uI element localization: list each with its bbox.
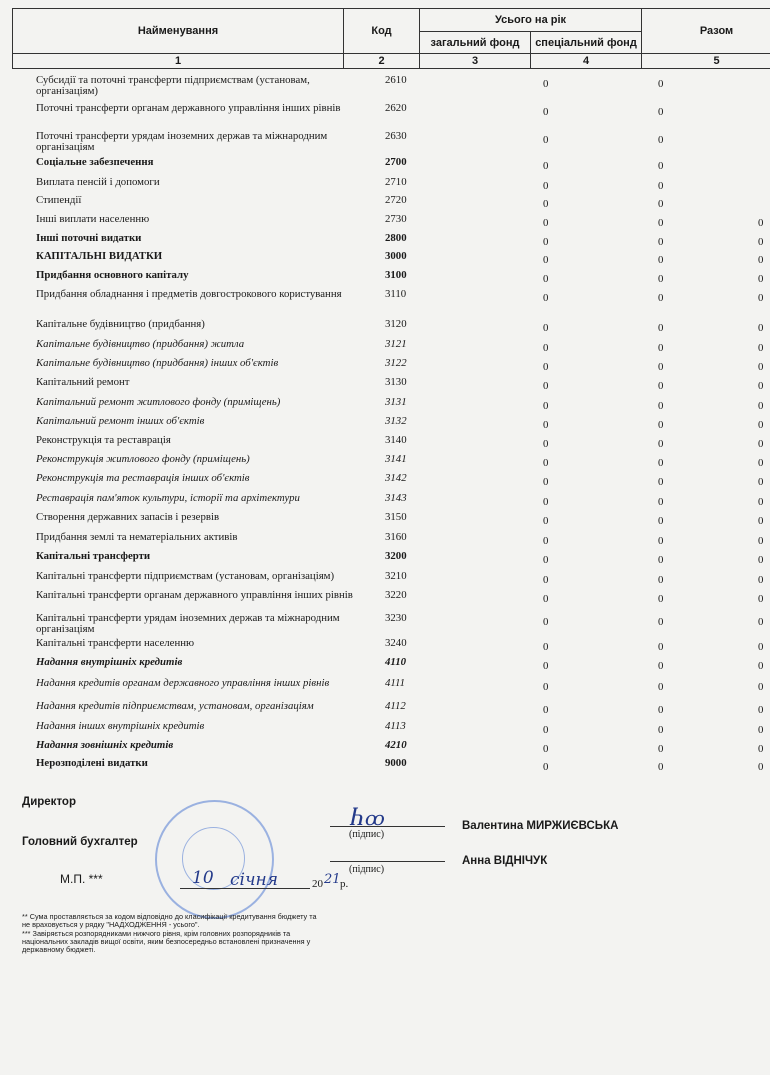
row-name: Соціальне забезпечення [36, 156, 154, 168]
row-general-fund: 0 [543, 134, 549, 146]
row-code: 3240 [385, 637, 407, 649]
row-total: 0 [758, 342, 764, 354]
row-total: 0 [758, 380, 764, 392]
row-special-fund: 0 [658, 641, 664, 653]
column-number-1: 1 [13, 54, 344, 69]
row-name: Надання інших внутрішніх кредитів [36, 720, 205, 732]
row-special-fund: 0 [658, 554, 664, 566]
row-name: Капітальний ремонт інших об'єктів [36, 415, 205, 427]
row-code: 3220 [385, 589, 407, 601]
row-code: 4112 [385, 700, 406, 712]
row-name: Створення державних запасів і резервів [36, 511, 220, 523]
row-total: 0 [758, 535, 764, 547]
row-total: 0 [758, 554, 764, 566]
table-row [28, 701, 770, 719]
row-code: 3132 [385, 415, 407, 427]
table-row [28, 590, 770, 608]
row-code: 2700 [385, 156, 407, 168]
table-row [28, 339, 770, 357]
director-signature-icon: Ⴙꝏ [350, 806, 385, 830]
header-name: Найменування [13, 9, 344, 54]
table-row [28, 233, 770, 251]
row-special-fund: 0 [658, 496, 664, 508]
column-number-2: 2 [344, 54, 420, 69]
row-general-fund: 0 [543, 476, 549, 488]
row-code: 2710 [385, 176, 407, 188]
table-row [28, 358, 770, 376]
row-general-fund: 0 [543, 574, 549, 586]
row-code: 4111 [385, 677, 405, 689]
row-code: 2610 [385, 74, 407, 86]
table-row [28, 435, 770, 453]
row-name: Реставрація пам'яток культури, історії та архітектури [36, 492, 300, 504]
row-name: Нерозподілені видатки [36, 757, 148, 769]
table-row [28, 454, 770, 472]
row-general-fund: 0 [543, 160, 549, 172]
table-row [28, 103, 770, 121]
row-general-fund: 0 [543, 217, 549, 229]
header-total: Разом [642, 9, 770, 54]
row-general-fund: 0 [543, 704, 549, 716]
row-total: 0 [758, 761, 764, 773]
row-name: Придбання обладнання і предметів довгострокового користування [36, 288, 342, 300]
row-code: 4113 [385, 720, 406, 732]
table-row [28, 473, 770, 491]
row-general-fund: 0 [543, 641, 549, 653]
row-general-fund: 0 [543, 198, 549, 210]
row-name: КАПІТАЛЬНІ ВИДАТКИ [36, 250, 163, 262]
row-general-fund: 0 [543, 400, 549, 412]
row-special-fund: 0 [658, 78, 664, 90]
row-code: 3200 [385, 550, 407, 562]
row-special-fund: 0 [658, 724, 664, 736]
row-special-fund: 0 [658, 743, 664, 755]
table-row [28, 177, 770, 195]
row-special-fund: 0 [658, 273, 664, 285]
column-number-4: 4 [531, 54, 642, 69]
row-general-fund: 0 [543, 593, 549, 605]
row-name: Інші поточні видатки [36, 232, 142, 244]
row-total: 0 [758, 457, 764, 469]
row-special-fund: 0 [658, 593, 664, 605]
header-special-fund: спеціальний фонд [531, 32, 642, 54]
row-general-fund: 0 [543, 78, 549, 90]
row-name: Придбання основного капіталу [36, 269, 189, 281]
row-special-fund: 0 [658, 236, 664, 248]
footnotes [22, 913, 322, 954]
header-code: Код [344, 9, 420, 54]
header-general-fund: загальний фонд [420, 32, 531, 54]
table-row [28, 74, 770, 97]
row-code: 2800 [385, 232, 407, 244]
table-row [28, 377, 770, 395]
table-row [28, 493, 770, 511]
row-special-fund: 0 [658, 292, 664, 304]
table-row [28, 195, 770, 213]
table-row [28, 251, 770, 269]
row-code: 3110 [385, 288, 407, 300]
row-special-fund: 0 [658, 515, 664, 527]
row-special-fund: 0 [658, 180, 664, 192]
row-total: 0 [758, 641, 764, 653]
accountant-signature-line [330, 861, 445, 862]
row-total: 0 [758, 236, 764, 248]
row-name: Капітальні трансферти населенню [36, 637, 195, 649]
accountant-name: Анна ВІДНІЧУК [462, 855, 548, 867]
row-code: 3122 [385, 357, 407, 369]
table-row [28, 678, 770, 696]
row-code: 9000 [385, 757, 407, 769]
director-signature-caption: (підпис) [349, 829, 385, 840]
row-special-fund: 0 [658, 704, 664, 716]
row-name: Капітальні трансферти урядам іноземних держав та міжнародним організаціям [36, 612, 340, 635]
row-special-fund: 0 [658, 438, 664, 450]
row-total: 0 [758, 438, 764, 450]
table-row [28, 512, 770, 530]
row-general-fund: 0 [543, 292, 549, 304]
row-total: 0 [758, 704, 764, 716]
row-special-fund: 0 [658, 160, 664, 172]
table-row [28, 612, 770, 635]
row-code: 3230 [385, 612, 407, 624]
row-name: Поточні трансферти органам державного управління інших рівнів [36, 102, 341, 114]
seal-stamp-icon [155, 800, 274, 919]
row-total: 0 [758, 361, 764, 373]
table-row [28, 551, 770, 569]
row-total: 0 [758, 496, 764, 508]
row-total: 0 [758, 724, 764, 736]
row-code: 3141 [385, 453, 407, 465]
header-total-year: Усього на рік [420, 9, 642, 32]
row-special-fund: 0 [658, 322, 664, 334]
row-total: 0 [758, 476, 764, 488]
row-general-fund: 0 [543, 236, 549, 248]
row-total: 0 [758, 743, 764, 755]
column-number-5: 5 [642, 54, 770, 69]
row-code: 3121 [385, 338, 407, 350]
row-special-fund: 0 [658, 761, 664, 773]
row-name: Капітальні трансферти органам державного управління інших рівнів [36, 589, 353, 601]
director-signature-line [330, 826, 445, 827]
row-code: 3130 [385, 376, 407, 388]
table-row [28, 157, 770, 175]
row-general-fund: 0 [543, 616, 549, 628]
row-general-fund: 0 [543, 743, 549, 755]
row-general-fund: 0 [543, 496, 549, 508]
date-year-prefix: 20 [312, 878, 323, 890]
row-code: 3100 [385, 269, 407, 281]
row-name: Інші виплати населенню [36, 213, 150, 225]
table-row [28, 397, 770, 415]
row-total: 0 [758, 593, 764, 605]
table-row [28, 758, 770, 776]
row-general-fund: 0 [543, 322, 549, 334]
row-code: 3210 [385, 570, 407, 582]
row-code: 4210 [385, 739, 407, 751]
row-general-fund: 0 [543, 681, 549, 693]
row-total: 0 [758, 660, 764, 672]
column-number-3: 3 [420, 54, 531, 69]
row-general-fund: 0 [543, 724, 549, 736]
row-code: 3143 [385, 492, 407, 504]
table-row [28, 532, 770, 550]
row-total: 0 [758, 616, 764, 628]
row-code: 2630 [385, 130, 407, 142]
row-special-fund: 0 [658, 457, 664, 469]
row-general-fund: 0 [543, 380, 549, 392]
row-code: 2720 [385, 194, 407, 206]
row-code: 3150 [385, 511, 407, 523]
table-row [28, 571, 770, 589]
row-name: Капітальний ремонт [36, 376, 130, 388]
director-name: Валентина МИРЖИЄВСЬКА [462, 820, 619, 832]
row-special-fund: 0 [658, 535, 664, 547]
table-row [28, 289, 770, 307]
table-row [28, 319, 770, 337]
row-special-fund: 0 [658, 361, 664, 373]
row-name: Реконструкція житлового фонду (приміщень) [36, 453, 250, 465]
row-name: Поточні трансферти урядам іноземних держав та міжнародним організаціям [36, 130, 328, 153]
table-row [28, 721, 770, 739]
row-special-fund: 0 [658, 106, 664, 118]
row-general-fund: 0 [543, 457, 549, 469]
table-row [28, 130, 770, 153]
row-special-fund: 0 [658, 217, 664, 229]
row-total: 0 [758, 515, 764, 527]
stamp-label: М.П. *** [60, 872, 103, 886]
table-row [28, 638, 770, 656]
row-special-fund: 0 [658, 574, 664, 586]
row-general-fund: 0 [543, 273, 549, 285]
row-code: 3131 [385, 396, 407, 408]
row-total: 0 [758, 273, 764, 285]
row-code: 2620 [385, 102, 407, 114]
date-suffix: р. [340, 878, 349, 890]
row-name: Надання кредитів підприємствам, установам, організаціям [36, 700, 314, 712]
row-name: Реконструкція та реставрація інших об'єктів [36, 472, 250, 484]
accountant-label: Головний бухгалтер [22, 836, 138, 848]
row-special-fund: 0 [658, 134, 664, 146]
row-special-fund: 0 [658, 681, 664, 693]
row-name: Виплата пенсій і допомоги [36, 176, 160, 188]
row-general-fund: 0 [543, 438, 549, 450]
row-name: Капітальний ремонт житлового фонду (приміщень) [36, 396, 281, 408]
table-header [12, 8, 770, 69]
row-code: 3142 [385, 472, 407, 484]
row-general-fund: 0 [543, 361, 549, 373]
row-name: Капітальне будівництво (придбання) інших об'єктів [36, 357, 279, 369]
row-general-fund: 0 [543, 106, 549, 118]
row-name: Капітальні трансферти [36, 550, 151, 562]
row-name: Капітальні трансферти підприємствам (установам, організаціям) [36, 570, 335, 582]
date-month: січня [230, 870, 278, 890]
table-row [28, 214, 770, 232]
row-special-fund: 0 [658, 198, 664, 210]
row-general-fund: 0 [543, 535, 549, 547]
table-row [28, 416, 770, 434]
row-total: 0 [758, 322, 764, 334]
row-special-fund: 0 [658, 616, 664, 628]
row-special-fund: 0 [658, 476, 664, 488]
row-special-fund: 0 [658, 342, 664, 354]
row-general-fund: 0 [543, 342, 549, 354]
row-general-fund: 0 [543, 254, 549, 266]
row-general-fund: 0 [543, 761, 549, 773]
row-code: 3000 [385, 250, 407, 262]
row-special-fund: 0 [658, 660, 664, 672]
row-general-fund: 0 [543, 660, 549, 672]
footnote-2: *** Завіряється розпорядниками нижчого рівня, крім головних розпорядників та національних закладів вищої освіти, яким безпосередньо встановлені призначення у державному бюджеті. [22, 928, 311, 955]
row-name: Реконструкція та реставрація [36, 434, 171, 446]
row-code: 4110 [385, 656, 406, 668]
row-total: 0 [758, 400, 764, 412]
row-total: 0 [758, 217, 764, 229]
row-total: 0 [758, 254, 764, 266]
row-code: 2730 [385, 213, 407, 225]
table-row [28, 740, 770, 758]
row-name: Надання зовнішніх кредитів [36, 739, 174, 751]
row-general-fund: 0 [543, 554, 549, 566]
table-row [28, 270, 770, 288]
row-code: 3160 [385, 531, 407, 543]
table-row [28, 657, 770, 675]
director-label: Директор [22, 796, 76, 808]
row-name: Стипендії [36, 194, 82, 206]
date-day: 10 [192, 868, 214, 888]
accountant-signature-caption: (підпис) [349, 864, 385, 875]
row-general-fund: 0 [543, 515, 549, 527]
row-total: 0 [758, 292, 764, 304]
row-name: Субсидії та поточні трансферти підприємствам (установам, організаціям) [36, 74, 310, 97]
row-total: 0 [758, 574, 764, 586]
row-special-fund: 0 [658, 380, 664, 392]
row-general-fund: 0 [543, 180, 549, 192]
row-name: Капітальне будівництво (придбання) житла [36, 338, 245, 350]
row-special-fund: 0 [658, 254, 664, 266]
row-code: 3140 [385, 434, 407, 446]
row-name: Надання внутрішніх кредитів [36, 656, 183, 668]
row-name: Капітальне будівництво (придбання) [36, 318, 205, 330]
row-total: 0 [758, 681, 764, 693]
row-general-fund: 0 [543, 419, 549, 431]
row-total: 0 [758, 419, 764, 431]
footnote-1: ** Сума проставляється за кодом відповідно до класифікації кредитування бюджету та не враховується у рядку "НАДХОДЖЕННЯ - усього". [22, 912, 317, 930]
date-year-suffix: 21 [324, 872, 341, 887]
row-code: 3120 [385, 318, 407, 330]
row-special-fund: 0 [658, 400, 664, 412]
row-special-fund: 0 [658, 419, 664, 431]
row-name: Придбання землі та нематеріальних активів [36, 531, 238, 543]
row-name: Надання кредитів органам державного управління інших рівнів [36, 677, 330, 689]
